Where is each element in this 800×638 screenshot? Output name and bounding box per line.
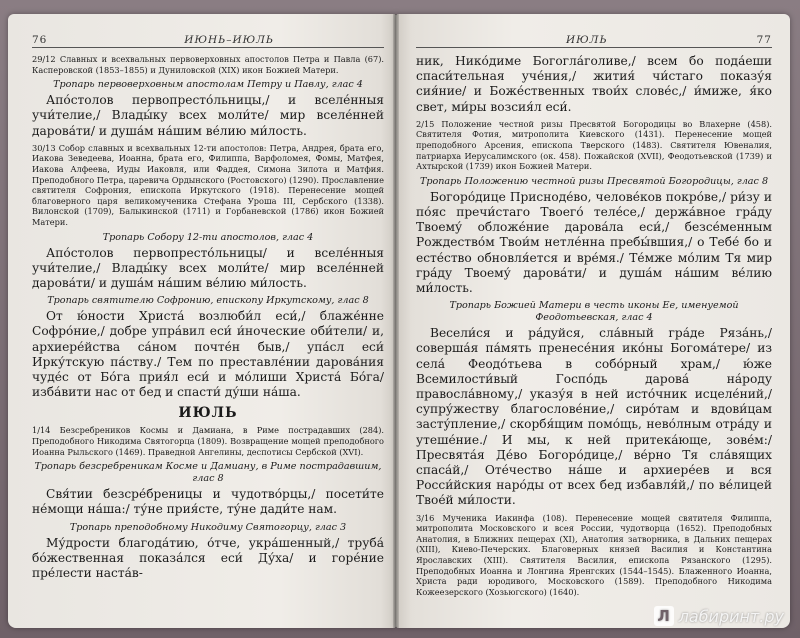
watermark-logo	[654, 606, 784, 626]
labyrinth-logo-icon: Л	[654, 606, 674, 626]
running-head: ИЮНЬ–ИЮЛЬ	[184, 34, 274, 46]
troparion-text: Весели́ся и ра́дуйся, сла́вный гра́де Ряза́нь,/ соверша́я па́мять пренесе́ния ико́ны Богома́тере/ из села́ Феодо́тьева в собо́рный храм,/ ю́же Всемилости́вый Госпо́дь дарова́ на́роду правосла́вному,/ указу́я в ней исто́чник исцеле́ний,/ супру́жеству благослове́ние,/ сиро́там и вдови́цам засту́пление,/ скорбя́щим помо́щь, нево́лным отра́ду и утеше́ние./ И мы, к ней притека́юще, зове́м:/ Пресвята́я Де́во Богоро́дице,/ ве́рно Тя сла́вящих спаса́й,/ Оте́чество на́ше и архиере́ев и вся Росси́йския наро́ды от всех бед избавля́й,/ по ве́лицей Твое́й ми́лости.	[416, 326, 772, 508]
troparion-heading: Тропарь безсребреникам Косме и Дамиану, в Риме пострадавшим, глас 8	[34, 461, 382, 485]
calendar-entry: 3/16 Мученика Иакинфа (108). Перенесение мощей святителя Филиппа, митрополита Московского и всея России, чудотворца (1652). Преподобных Анатолия, в Ближних пещерах (XI), Анатолия затворника, в Дальних пещерах (XIII), Киево-Печерских. Благоверных князей Василия и Константина Ярославских (XIII). Святителя Василия, епископа Рязанского (1295). Преподобных Иоанна и Лонгина Яренгских (1544–1545). Блаженного Иоанна, Христа ради юродивого, Московского (1589). Преподобного Никодима Кожеезерского (Хозьюгского) (1640).	[416, 512, 772, 597]
page-number: 76	[32, 34, 48, 46]
troparion-text: Богоро́дице Присноде́во, челове́ков покро́ве,/ ри́зу и по́яс пречи́стаго Твоего́ теле́се,/ держа́вное гра́ду Твоему́ обложе́ние дарова́ла еси́,/ безсе́менным Рождество́м Твои́м нетле́нна пребы́вшия,/ о Тебе́ бо и есте́ство обновля́ется и вре́мя./ Те́мже мо́лим Тя мир гра́ду Твоему́ дарова́ти/ и душа́м на́шим ве́лию ми́лость.	[416, 189, 772, 295]
left-page	[8, 14, 396, 628]
calendar-entry: 29/12 Славных и всехвальных первоверховных апостолов Петра и Павла (67). Касперовской (1853–1855) и Дуниловской (XIX) икон Божией Матери.	[32, 54, 384, 75]
running-head: ИЮЛЬ	[566, 34, 608, 46]
troparion-text: От ю́ности Христа́ возлюби́л еси́,/ блаже́нне Софро́ние,/ добре упра́вил еси́ и́ноческие оби́тели/ и, архиере́йства са́ном почте́н быв,/ упа́сл еси́ Ирку́тскую па́ству./ Тем по преставле́нии дарова́ния чуде́с от Бо́га прия́л еси́ и мо́лиши Христа́ Бо́га/ изба́вити нас от бед и спасти́ ду́ши на́ша.	[32, 309, 384, 400]
month-heading: ИЮЛЬ	[178, 405, 238, 422]
calendar-entry: 1/14 Безсребреников Космы и Дамиана, в Риме пострадавших (284). Преподобного Никодима Святогорца (1809). Возвращение мощей преподобного Иоанна Рыльского (1469). Праведной Ангелины, деспотисы Сербской (XVI).	[32, 425, 384, 457]
troparion-text: Му́дрости благода́тию, о́тче, укра́шенный,/ труба́ бо́жественная показа́лся еси́ Ду́ха/ и горе́ние пре́лести наста́в-	[32, 535, 384, 580]
calendar-entry: 2/15 Положение честной ризы Пресвятой Богородицы во Влахерне (458). Святителя Фотия, митрополита Киевского (1431). Перенесение мощей преподобного Арсения, епископа Тверского (1483). Святителя Ювеналия, патриарха Иерусалимского (ок. 458). Пожайской (XVII), Феодотьевской (1739) и Ахтырской (1739) икон Божией Матери.	[416, 118, 772, 172]
troparion-text: Апо́столов первопресто́льницы,/ и вселе́нныя учи́телие,/ Влады́ку всех моли́те/ мир вселе́нней дарова́ти/ и душа́м на́шим ве́лию ми́лость.	[32, 93, 384, 138]
page-number: 77	[756, 34, 772, 46]
troparion-heading: Тропарь первоверховным апостолам Петру и Павлу, глас 4	[53, 79, 363, 91]
troparion-heading: Тропарь Божией Матери в честь иконы Ее, именуемой Феодотьевская, глас 4	[449, 300, 739, 324]
troparion-text: Апо́столов первопресто́льницы/ и вселе́нныя учи́телие,/ Влады́ку всех моли́те/ мир вселе́нней дарова́ти/ и душа́м на́шим ве́лию ми́лость.	[32, 245, 384, 290]
troparion-text: ник, Нико́диме Богогла́голиве,/ всем бо пода́еши спаси́тельная уче́ния,/ жития́ чи́стаго показу́я сия́ние/ и Боже́ственных твои́х слове́с,/ и́миже, я́ко свет, ми́ры возсия́л еси́.	[416, 54, 772, 114]
troparion-heading: Тропарь Положению честной ризы Пресвятой Богородицы, глас 8	[419, 175, 769, 187]
watermark-text: лабиринт.ру	[678, 606, 784, 626]
right-page	[396, 14, 790, 628]
troparion-text: Свя́тии безсре́бреницы и чудотво́рцы,/ посети́те не́мощи на́ша:/ ту́не прия́сте, ту́не дади́те нам.	[32, 487, 384, 517]
troparion-heading: Тропарь Собору 12-ти апостолов, глас 4	[102, 231, 314, 243]
calendar-entry: 30/13 Собор славных и всехвальных 12-ти апостолов: Петра, Андрея, брата его, Иакова Зеведеева, Иоанна, брата его, Филиппа, Варфоломея, Фомы, Матфея, Иакова Алфеева, Иуды Иаковля, или Фаддея, Симона Зилота и Матфия. Преподобного Петра, царевича Ордынского (Ростовского) (1290). Прославление святителя Софрония, епископа Иркутского (1918). Перенесение мощей благоверного царя великомученика Стефана Уроша III, Сербского (1338). Вилонской (1709), Балыкинской (1711) и Горбаневской (1786) икон Божией Матери.	[32, 142, 384, 227]
left-page-header	[32, 14, 384, 48]
troparion-heading: Тропарь святителю Софронию, епископу Иркутскому, глас 8	[47, 295, 369, 307]
book-spine	[393, 14, 399, 628]
troparion-heading: Тропарь преподобному Никодиму Святогорцу, глас 3	[69, 521, 347, 533]
right-page-header	[416, 14, 772, 48]
